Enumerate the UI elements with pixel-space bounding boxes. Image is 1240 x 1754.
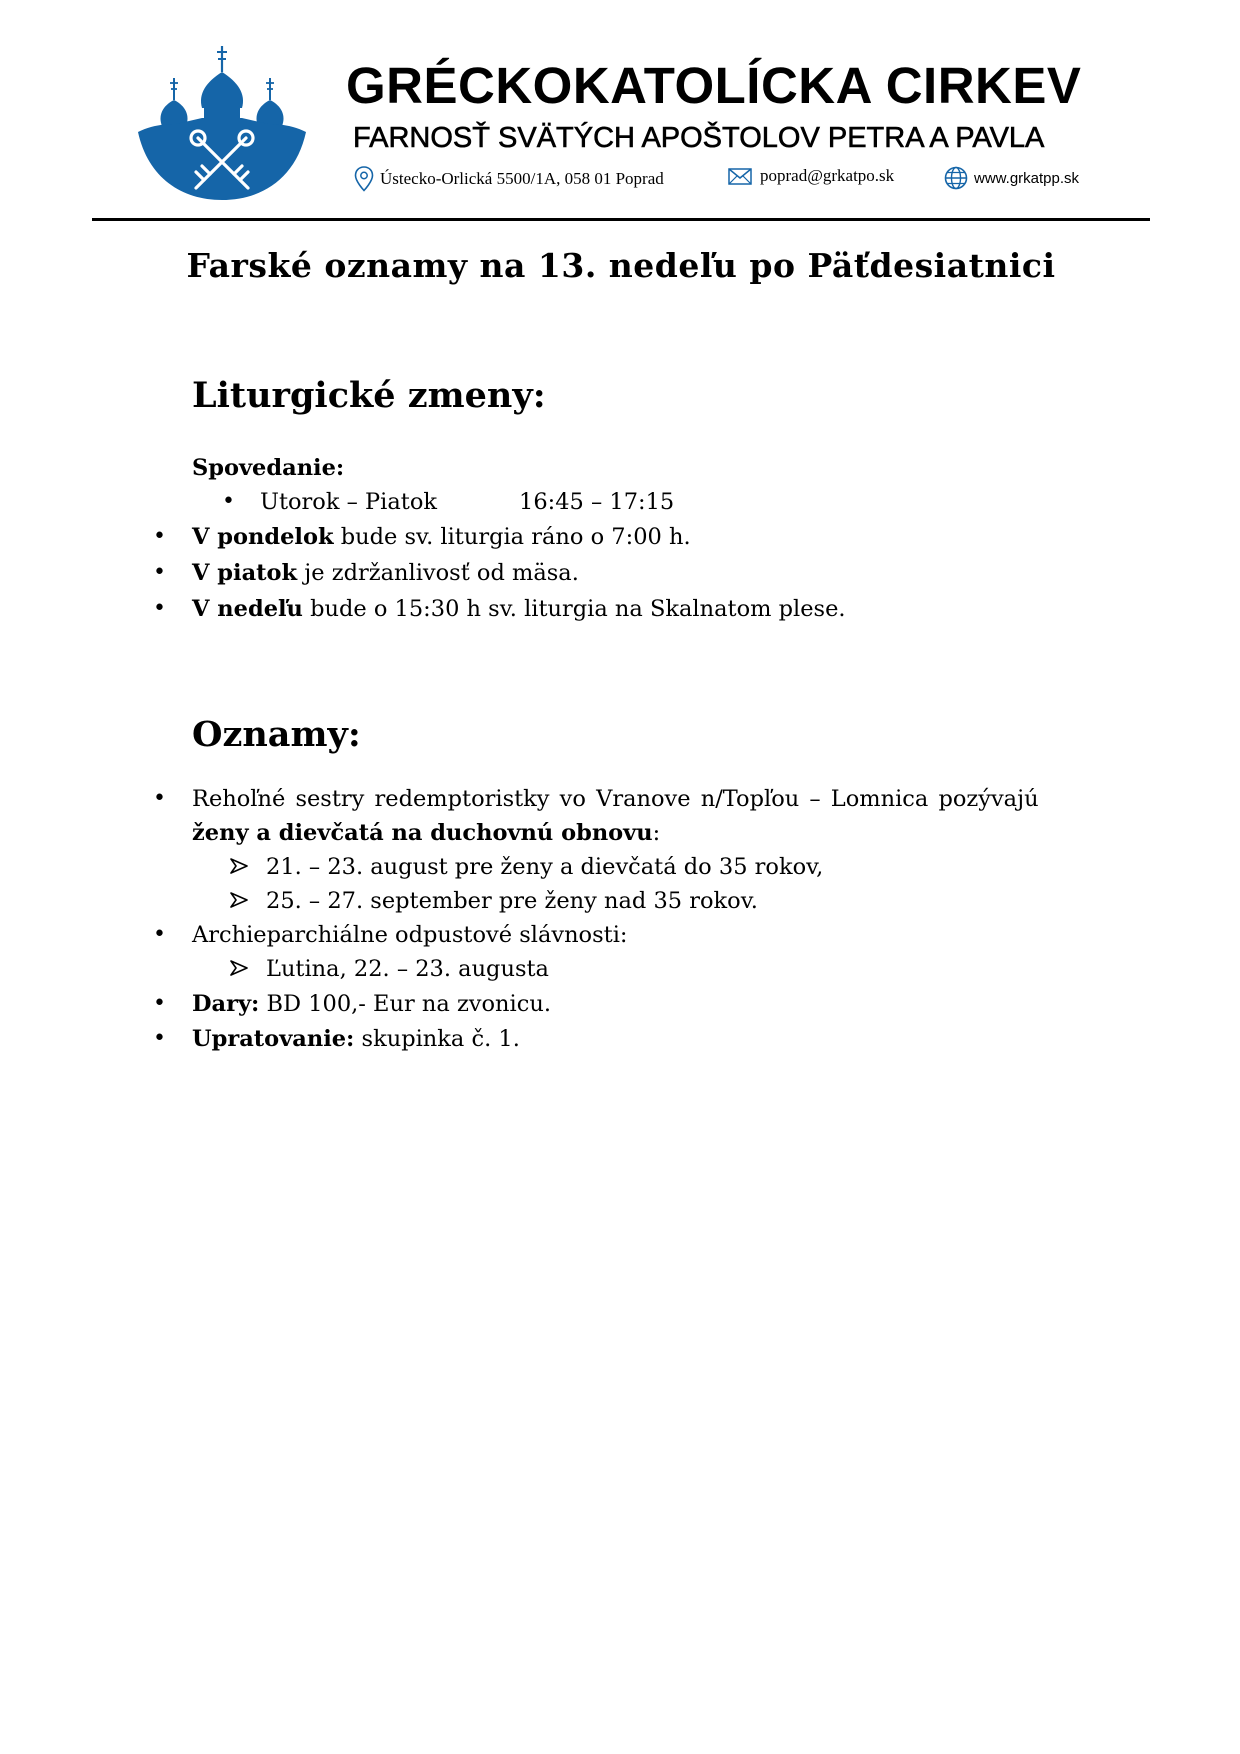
parish-name: FARNOSŤ SVÄTÝCH APOŠTOLOV PETRA A PAVLA [353,122,1045,154]
contact-address [354,166,664,192]
address-text: Ústecko-Orlická 5500/1A, 058 01 Poprad [380,169,664,188]
cleaning-label: Upratovanie: [192,1026,355,1052]
website-link[interactable]: www.grkatpp.sk [974,169,1080,187]
gifts-line [192,991,551,1018]
bullet: • [153,922,166,947]
arrow-bullet-icon [230,960,248,976]
confession-label: Spovedanie: [192,455,345,481]
bullet: • [153,524,166,549]
confession-days: Utorok – Piatok [260,489,438,515]
envelope-icon [728,168,752,185]
bullet: • [153,1026,166,1051]
header-divider [92,218,1150,221]
item-text: bude sv. liturgia ráno o 7:00 h. [333,524,691,550]
announcements-heading: Oznamy: [192,714,361,755]
item-day: V nedeľu [192,596,303,622]
church-logo-icon [136,42,308,204]
feast-line: Archieparchiálne odpustové slávnosti: [192,922,628,948]
item-text: bude o 15:30 h sv. liturgia na Skalnatom plese. [302,596,846,622]
gifts-text: BD 100,- Eur na zvonicu. [259,991,551,1017]
bullet: • [222,489,235,514]
contact-website [944,166,1079,190]
retreat-date-item: 25. – 27. september pre ženy nad 35 rokov. [266,888,758,914]
email-link[interactable]: poprad@grkatpo.sk [760,166,895,185]
arrow-bullet-icon [230,892,248,908]
retreat-date-item: 21. – 23. august pre ženy a dievčatá do 35 rokov, [266,854,824,880]
bullet: • [153,560,166,585]
retreat-colon: : [652,820,661,846]
contact-email [728,166,894,186]
retreat-line-2 [192,820,660,847]
cleaning-text: skupinka č. 1. [354,1026,520,1052]
location-pin-icon [354,166,374,192]
bullet: • [153,596,166,621]
document-title: Farské oznamy na 13. nedeľu po Päťdesiatnici [186,246,1056,285]
retreat-bold: ženy a dievčatá na duchovnú obnovu [192,820,653,846]
org-name: GRÉCKOKATOLÍCKA CIRKEV [346,57,1082,114]
retreat-line [192,786,1098,813]
liturgical-heading: Liturgické zmeny: [192,375,546,416]
item-day: V pondelok [192,524,334,550]
list-item [192,560,579,587]
list-item [192,596,846,623]
bullet: • [153,786,166,811]
item-text: je zdržanlivosť od mäsa. [297,560,579,586]
gifts-label: Dary: [192,991,260,1017]
globe-icon [944,166,968,190]
item-day: V piatok [192,560,298,586]
feast-item: Ľutina, 22. – 23. augusta [266,956,549,982]
list-item [192,524,691,551]
retreat-text: Rehoľné sestry redemptoristky vo Vranove n/Topľou – Lomnica pozývajú [192,786,1039,812]
arrow-bullet-icon [230,858,248,874]
confession-time: 16:45 – 17:15 [519,489,675,515]
bullet: • [153,991,166,1016]
cleaning-line [192,1026,520,1053]
